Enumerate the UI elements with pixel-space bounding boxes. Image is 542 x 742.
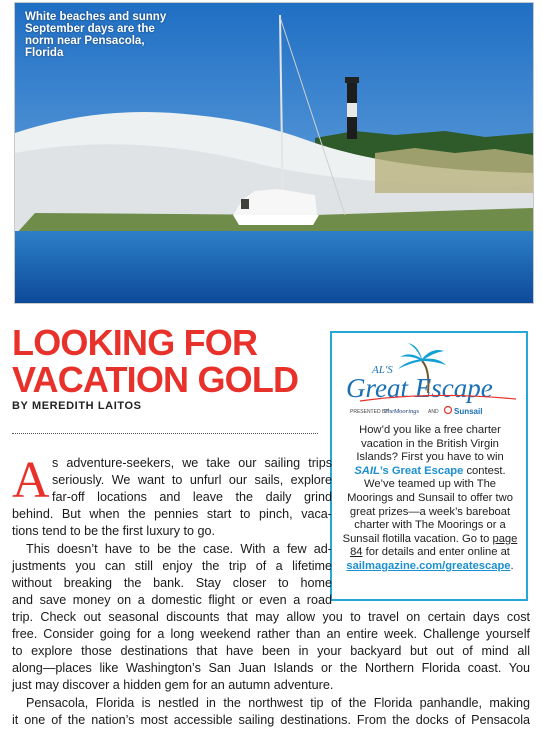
logo-moorings: TheMoorings [384,408,420,415]
body-line: along—places like Washington’s San Juan Islands or the Northern Florida coast. You [12,661,530,675]
sidebar-t1: How’d you like a free charter vacation in the British Virgin Islands? First you have to win [356,424,504,464]
body-line: it one of the nation’s most accessible sailing destinations. From the docks of Pensacola [12,713,530,727]
sidebar-t6: for details and enter online at [362,546,510,559]
body-line: seriously. We want to unfurl our sails, explore [52,473,332,487]
sidebar-sail: SAIL [354,464,380,477]
sidebar-t8: . [510,559,514,572]
sidebar-great-escape: ’s Great Escape [379,464,464,477]
logo-sunsail: Sunsail [454,407,483,416]
byline: BY MEREDITH LAITOS [12,400,142,412]
title-line-1: LOOKING FOR [12,322,258,363]
body-line: trip. Check out seasonal discounts that may allow you to travel on certain days cost [12,610,530,624]
body-line: to explore those destinations that have been in your backyard but out of mind all [12,644,530,658]
sidebar-t4: contest. We’ve teamed up with The Moorings and Sunsail to offer two great prizes—a week’s bareboat charter with The Moorings or a Sunsail flotilla vacation. Go to [342,464,513,545]
sidebar-text [340,424,520,574]
body-line: s adventure-seekers, we take our sailing trips [52,456,332,470]
logo-small-text: AL'S [372,364,393,376]
body-line: without breaking the bank. Stay closer to home [12,576,332,590]
body-line: free. Consider going for a long weekend rather than an entire week. Challenge yourself [12,627,530,641]
sidebar-url-link[interactable]: sailmagazine.com/greatescape [346,559,511,572]
body-line: tions tend to be the first luxury to go. [12,524,216,538]
body-line: This doesn’t have to be the case. With a few ad- [26,542,332,556]
logo-presented: PRESENTED BY [350,409,389,415]
body-line: and save money on a domestic flight or even a road [12,593,332,607]
drop-cap: A [12,452,50,509]
sidebar-page-link[interactable]: page 84 [350,532,518,559]
divider [12,433,318,434]
great-escape-sidebar [330,331,528,601]
lighthouse [345,77,359,139]
body-line: far-off locations and leave the daily grind [52,490,332,504]
logo-main-text: Great Escape [346,373,493,403]
photo-caption: White beaches and sunny September days are the norm near Pensacola, Florida [25,11,167,59]
body-line: behind. But when the pennies start to pinch, vaca- [12,507,332,521]
title-line-2: VACATION GOLD [12,359,299,400]
great-escape-logo [340,339,522,419]
article-title [12,324,322,398]
logo-and: AND [428,409,439,415]
sunsail-icon [445,407,452,414]
beach-photo [14,2,534,304]
body-line: Pensacola, Florida is nestled in the northwest tip of the Florida panhandle, making [26,696,530,710]
body-line: justments you can still enjoy the trip of a lifetime [12,559,332,573]
body-line: just may discover a hidden gem for an autumn adventure. [12,678,334,692]
